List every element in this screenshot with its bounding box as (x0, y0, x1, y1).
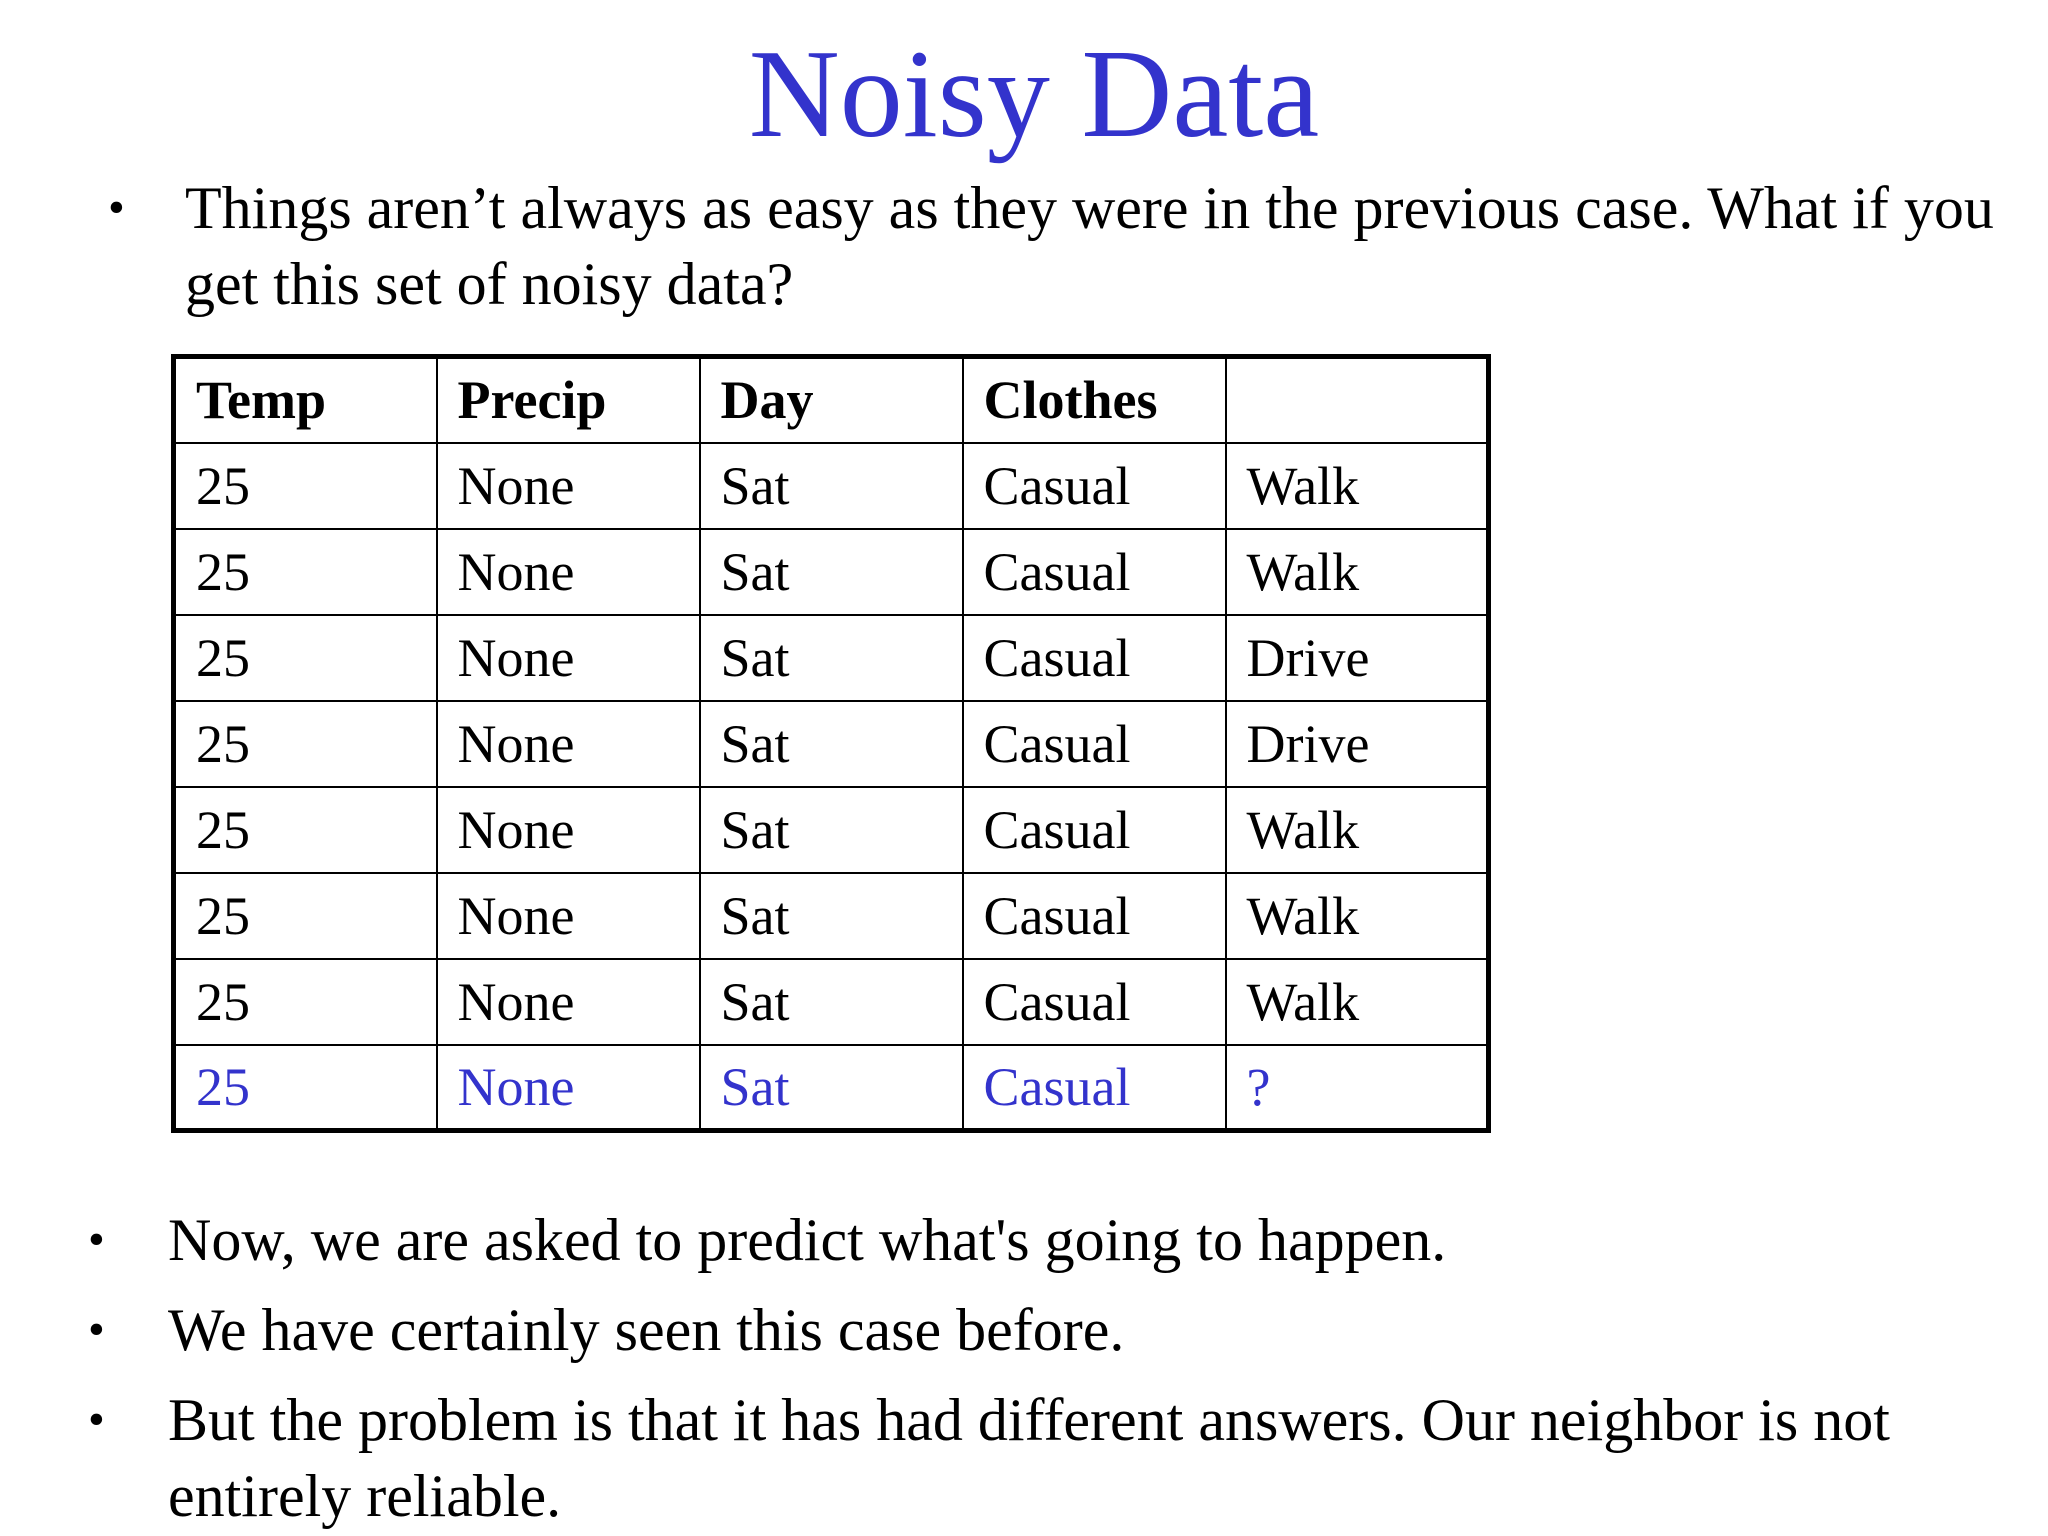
cell-temp: 25 (174, 443, 437, 529)
cell-precip: None (437, 959, 700, 1045)
bullet-item (88, 1382, 2008, 1534)
cell-outcome: Walk (1226, 529, 1489, 615)
bullet-text: Now, we are asked to predict what's going to happen. (168, 1207, 1447, 1273)
cell-precip: None (437, 701, 700, 787)
bullet-dot-icon: • (88, 1393, 105, 1446)
cell-day: Sat (700, 529, 963, 615)
cell-outcome: Drive (1226, 615, 1489, 701)
cell-outcome: Walk (1226, 443, 1489, 529)
query-row (174, 1045, 1489, 1131)
intro-bullet (108, 170, 2008, 322)
cell-day: Sat (700, 615, 963, 701)
cell-clothes: Casual (963, 443, 1226, 529)
cell-clothes: Casual (963, 701, 1226, 787)
bullet-dot-icon: • (88, 1213, 105, 1266)
cell-day: Sat (700, 787, 963, 873)
slide-title: Noisy Data (748, 25, 1320, 164)
cell-clothes: Casual (963, 873, 1226, 959)
cell-clothes: Casual (963, 615, 1226, 701)
header-temp: Temp (174, 357, 437, 443)
query-cell-day: Sat (700, 1045, 963, 1131)
cell-outcome: Walk (1226, 873, 1489, 959)
query-cell-outcome: ? (1226, 1045, 1489, 1131)
data-table (171, 354, 1491, 1133)
cell-day: Sat (700, 873, 963, 959)
bullet-item (88, 1202, 2008, 1278)
bullet-dot-icon: • (88, 1303, 105, 1356)
cell-outcome: Drive (1226, 701, 1489, 787)
header-outcome (1226, 357, 1489, 443)
cell-temp: 25 (174, 701, 437, 787)
cell-day: Sat (700, 959, 963, 1045)
cell-temp: 25 (174, 529, 437, 615)
cell-clothes: Casual (963, 529, 1226, 615)
table-body (174, 443, 1489, 1131)
cell-day: Sat (700, 443, 963, 529)
cell-temp: 25 (174, 873, 437, 959)
bullet-text: But the problem is that it has had different answers. Our neighbor is not entirely reliable. (168, 1387, 1890, 1529)
table-row (174, 615, 1489, 701)
table-header-row (174, 357, 1489, 443)
cell-precip: None (437, 615, 700, 701)
cell-day: Sat (700, 701, 963, 787)
cell-temp: 25 (174, 787, 437, 873)
cell-precip: None (437, 873, 700, 959)
table-row (174, 787, 1489, 873)
table-row (174, 873, 1489, 959)
table-row (174, 701, 1489, 787)
cell-clothes: Casual (963, 787, 1226, 873)
bullet-dot-icon: • (108, 181, 125, 234)
query-cell-clothes: Casual (963, 1045, 1226, 1131)
cell-outcome: Walk (1226, 787, 1489, 873)
table-row (174, 443, 1489, 529)
query-cell-temp: 25 (174, 1045, 437, 1131)
cell-precip: None (437, 529, 700, 615)
cell-precip: None (437, 443, 700, 529)
cell-temp: 25 (174, 615, 437, 701)
cell-outcome: Walk (1226, 959, 1489, 1045)
header-clothes: Clothes (963, 357, 1226, 443)
query-cell-precip: None (437, 1045, 700, 1131)
bullet-item (88, 1292, 2008, 1368)
table-row (174, 959, 1489, 1045)
table-row (174, 529, 1489, 615)
header-day: Day (700, 357, 963, 443)
cell-precip: None (437, 787, 700, 873)
header-precip: Precip (437, 357, 700, 443)
cell-clothes: Casual (963, 959, 1226, 1045)
intro-text: Things aren’t always as easy as they were in the previous case. What if you get this set of noisy data? (185, 175, 1994, 317)
bullet-text: We have certainly seen this case before. (168, 1297, 1125, 1363)
cell-temp: 25 (174, 959, 437, 1045)
